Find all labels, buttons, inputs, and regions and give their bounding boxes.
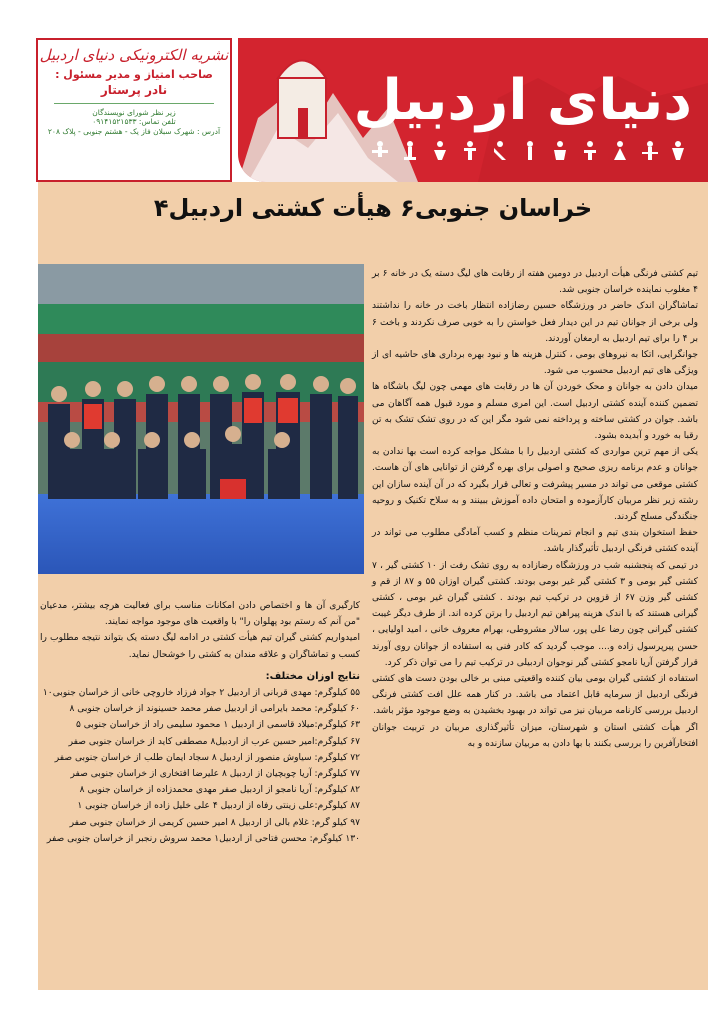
paragraph: امیدواریم کشتی گیران تیم هیأت کشتی در ادامه لیگ دسته یک بتواند نتیجه مطلوب را کسب و تماشاگران و علاقه مندان به کشتی را خوشحال نماید.	[40, 633, 360, 660]
publication-info-box	[36, 38, 232, 182]
result-line: ۸۷ کیلوگرم:علی زینتی رفاه از اردبیل ۴ علی خلیل زاده از خراسان جنوبی ۱	[77, 801, 360, 812]
paragraph: در تیمی که پنجشنبه شب در ورزشگاه رضازاده به روی تشک رفت از ۱۰ کشتی گیر ، ۷ کشتی گیر بومی و ۳ کشتی گیر غیر بومی بودند. کشتی گیران اوزان ۵۵ و ۸۷ از قم و کشتی گیر وزن ۶۷ از قزوین در ترکیب تیم بودند . کشتی گیران غیر بومی ، کشتی گیرانی هستند که با اندک هزینه پیراهن تیم اردبیل را برتن کرده اند. از طرف دیگر غیبت کشتی گیرانی چون رضا علی پور، سالار مشروطی، بهرام معروف خانی ، امید اولیایی ، حسن پیرپرسول زاده و.... موجب گردید که کادر فنی به استفاده از جوانان روی آورند قرار گرفتن آریا نامجو کشتی گیر نوجوان اردبیلی در ترکیب تیم را می توان ذکر کرد.	[372, 560, 698, 668]
publication-type: نشریه الکترونیکی دنیای اردبیل	[39, 46, 229, 64]
article-body-right	[372, 266, 698, 752]
article-headline: خراسان جنوبی۶ هیأت کشتی اردبیل۴	[153, 194, 593, 222]
owner-name: نادر پرستار	[100, 83, 168, 97]
paragraph: حفظ استخوان بندی تیم و انجام تمرینات منظم و کسب آمادگی مطلوب می تواند در آینده کشتی فرنگی اردبیل تأثیرگذار باشد.	[372, 528, 698, 555]
paragraph: تیم کشتی فرنگی هیأت اردبیل در دومین هفته از رقابت های لیگ دسته یک در خانه ۶ بر ۴ مغلوب نماینده خراسان جنوبی شد.	[372, 269, 698, 296]
result-line: ۷۲ کیلوگرم: سیاوش منصور از اردبیل ۸ سجاد ایمان طلب از خراسان جنوبی صفر	[54, 752, 360, 763]
paragraph: میدان دادن به جوانان و محک خوردن آن ها در رقابت های مهمی چون لیگ باشگاه ها تضمین کننده آینده کشتی اردبیل است. این امری مسلم و مورد قبول همه آگاهان می باشد. جوان در کشتی ساخته و پرداخته نمی شود مگر این که در روی تشک تشک به تن رقبا به خورد و آبدیده بشود.	[372, 382, 698, 442]
article-body-left	[40, 598, 360, 847]
paragraph: اگر هیأت کشتی استان و شهرستان، میزان تأثیرگذاری مربیان در تربیت جوانان افتخارآفرین را بررسی بکنند با بها دادن به مربیان سازنده و به	[372, 722, 698, 749]
phone-number: تلفن تماس: ۰۹۱۴۱۵۲۱۵۳۳	[92, 117, 176, 127]
sport-pictograms-row-icon	[368, 138, 688, 164]
paragraph: کارگیری آن ها و اختصاص دادن امکانات مناسب برای فعالیت هرچه بیشتر، مدعیان "من آنم که رستم بود پهلوان را" با واقعیت های موجود مواجه نمایند.	[40, 601, 360, 628]
result-line: ۶۳ کیلوگرم:میلاد قاسمی از اردبیل ۱ محمود سلیمی راد از خراسان جنوبی ۵	[75, 720, 360, 731]
paragraph: تماشاگران اندک حاضر در ورزشگاه حسین رضازاده انتظار باخت در خانه را نداشتند ولی برخی از جوانان تیم در این دیدار فعل خواستن را به خوبی صرف نکردند و باخت ۶ بر ۴ را برای تیم اردبیل به ارمغان آوردند.	[372, 301, 698, 344]
result-line: ۷۷ کیلوگرم: آریا چوبچیان از اردبیل ۸ علیرضا افتخاری از خراسان جنوبی صفر	[70, 769, 360, 780]
paragraph: استفاده از کشتی گیران بومی بیان کننده واقعیتی مبنی بر خالی بودن دست های کشتی فرنگی اردبیل از سرمایه قابل اعتماد می باشد. در کنار همه علل افت کشتی فرنگی اردبیل بررسی کارنامه مربیان نیز می تواند در بهبود بخشیدن به وضع موجود مؤثر باشد.	[372, 674, 698, 717]
results-heading: نتایج اوزان مختلف:	[265, 670, 360, 682]
result-line: ۸۲ کیلوگرم: آریا نامجو از اردبیل صفر مهدی محمدزاده از خراسان جنوبی ۸	[79, 785, 360, 796]
result-line: ۱۳۰ کیلوگرم: محسن فتاحی از اردبیل۱ محمد سروش رنجبر از خراسان جنوبی صفر	[46, 833, 360, 844]
result-line: ۵۵ کیلوگرم: مهدی قربانی از اردبیل ۲ جواد فرزاد خاروچی خانی از خراسان جنوبی۱۰	[42, 688, 360, 699]
wrestling-team-photo-icon	[38, 264, 364, 574]
masthead-banner	[238, 38, 708, 182]
council-note: زیر نظر شورای نویسندگان	[92, 108, 176, 117]
result-line: ۹۷ کیلو گرم: غلام بالی از اردبیل ۸ امیر حسین کریمی از خراسان جنوبی صفر	[69, 817, 360, 828]
divider	[54, 103, 214, 104]
result-line: ۶۰ کیلوگرم: محمد بایرامی از اردبیل صفر محمد حسینوند از خراسان جنوبی ۸	[69, 704, 360, 715]
paragraph: جوانگرایی، اتکا به نیروهای بومی ، کنترل هزینه ها و نبود بهره برداری های حاشیه ای از ویژگی های تیم اردبیل محسوب می شود.	[372, 350, 698, 377]
result-line: ۶۷ کیلوگرم:امیر حسین عرب از اردبیل۸ مصطفی کاید از خراسان جنوبی صفر	[68, 736, 360, 747]
owner-label: صاحب امتیاز و مدیر مسئول :	[55, 68, 213, 81]
paragraph: یکی از مهم ترین مواردی که کشتی اردبیل را با مشکل مواجه کرده است بها ندادن به جوانان و عدم برنامه ریزی صحیح و اصولی برای بهره گرفتن از توانایی های آن هاست. کشتی موقعی می تواند در مسیر پیشرفت و تعالی قرار بگیرد که در آن آینده سازان این رشته زیر نظر مربیان کارآزموده و امتحان داده آموزش ببینند و به سلاح تکنیک و روحیه جنگندگی مسلح گردند.	[372, 447, 698, 523]
masthead-title: دنیای اردبیل	[353, 68, 692, 133]
address: آدرس : شهرک سبلان فاز یک - هشتم جنوبی - پلاک ۲۰۸	[47, 126, 221, 136]
